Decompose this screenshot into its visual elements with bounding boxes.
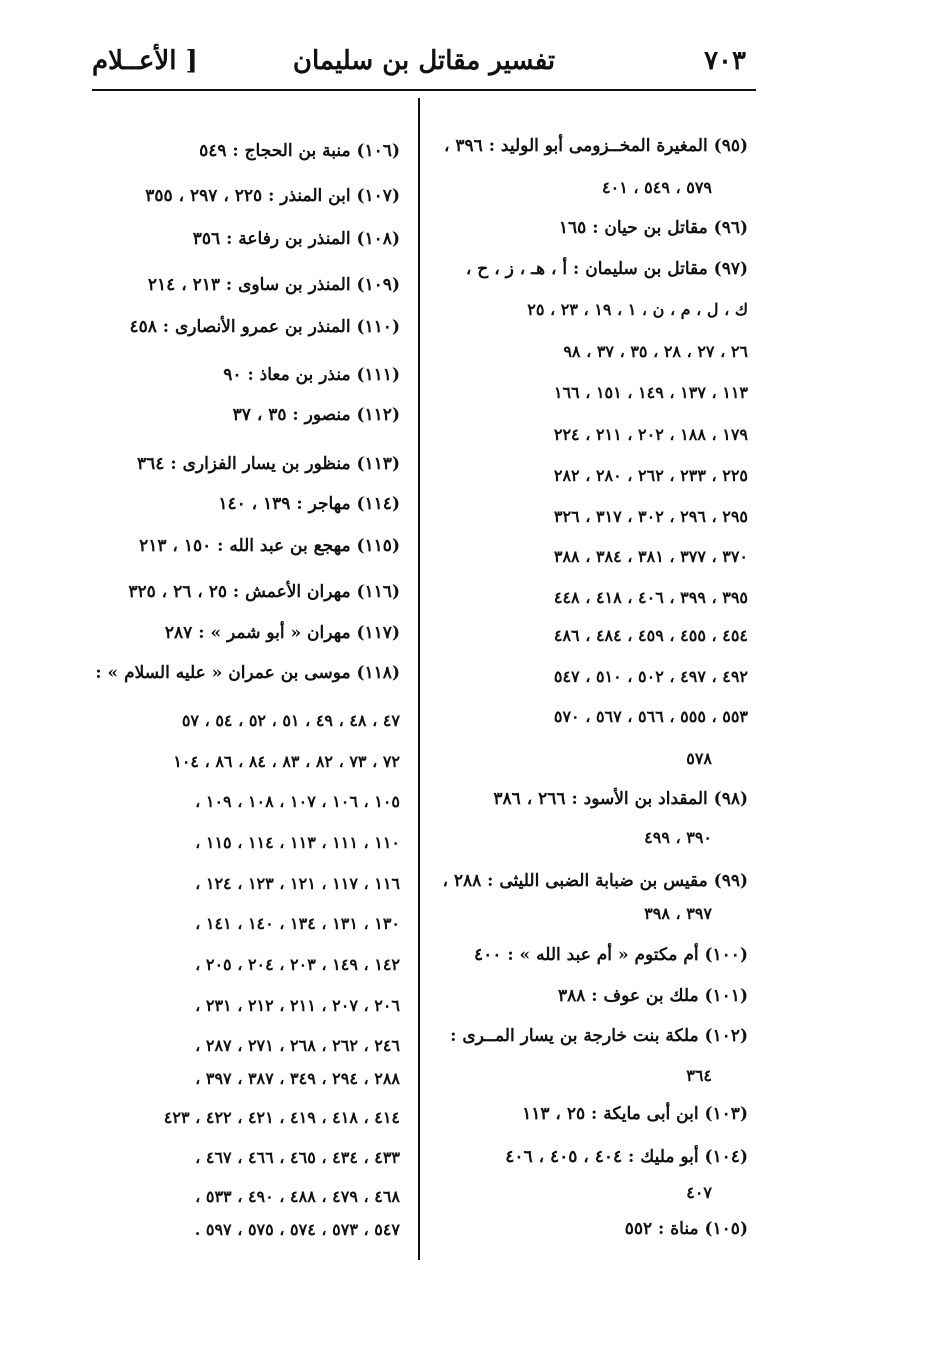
index-entry: (١٠٨) المنذر بن رفاعة : ٣٥٦: [192, 229, 400, 249]
index-continuation: ١٤٢ ، ١٤٩ ، ٢٠٣ ، ٢٠٤ ، ٢٠٥ ،: [195, 955, 400, 974]
index-continuation: ٥٤٧ ، ٥٧٣ ، ٥٧٤ ، ٥٧٥ ، ٥٩٧ .: [194, 1220, 400, 1239]
index-entry: (١١٣) منظور بن يسار الفزارى : ٣٦٤: [137, 454, 400, 474]
index-continuation: ٥٧٨: [686, 749, 712, 768]
index-continuation: ٣٩٥ ، ٣٩٩ ، ٤٠٦ ، ٤١٨ ، ٤٤٨: [553, 588, 748, 607]
index-continuation: ١١٠ ، ١١١ ، ١١٣ ، ١١٤ ، ١١٥ ،: [195, 833, 400, 852]
index-continuation: ١٧٩ ، ١٨٨ ، ٢٠٢ ، ٢١١ ، ٢٢٤: [553, 425, 748, 444]
column-divider: [418, 98, 420, 1260]
index-entry: (١٠٣) ابن أبى مايكة : ٢٥ ، ١١٣: [522, 1104, 748, 1124]
index-continuation: ١١٣ ، ١٣٧ ، ١٤٩ ، ١٥١ ، ١٦٦: [553, 383, 748, 402]
index-entry: (١٠٢) ملكة بنت خارجة بن يسار المــرى :: [450, 1026, 748, 1046]
index-continuation: ١٠٥ ، ١٠٦ ، ١٠٧ ، ١٠٨ ، ١٠٩ ،: [195, 792, 400, 811]
page-header: [92, 40, 756, 90]
index-entry: (٩٨) المقداد بن الأسود : ٢٦٦ ، ٣٨٦: [493, 789, 748, 809]
index-continuation: ٣٩٠ ، ٤٩٩: [644, 828, 712, 847]
index-entry: (١٠٥) مناة : ٥٥٢: [624, 1219, 748, 1239]
index-continuation: ٥٥٣ ، ٥٥٥ ، ٥٦٦ ، ٥٦٧ ، ٥٧٠: [553, 707, 748, 726]
index-continuation: ٥٧٩ ، ٥٤٩ ، ٤٠١: [602, 178, 712, 197]
index-continuation: ٢٩٥ ، ٢٩٦ ، ٣٠٢ ، ٣١٧ ، ٣٢٦: [553, 507, 748, 526]
index-entry: (١٠٧) ابن المنذر : ٢٢٥ ، ٢٩٧ ، ٣٥٥: [145, 186, 400, 206]
index-entry: (١١٦) مهران الأعمش : ٢٥ ، ٢٦ ، ٣٢٥: [128, 582, 400, 602]
index-continuation: ٤٩٢ ، ٤٩٧ ، ٥٠٢ ، ٥١٠ ، ٥٤٧: [553, 667, 748, 686]
index-entry: (١١٤) مهاجر : ١٣٩ ، ١٤٠: [218, 494, 400, 514]
index-entry: (١٠١) ملك بن عوف : ٣٨٨: [557, 986, 748, 1006]
index-continuation: ٢٢٥ ، ٢٣٣ ، ٢٦٢ ، ٢٨٠ ، ٢٨٢: [553, 466, 748, 485]
index-continuation: ٤٣٣ ، ٤٣٤ ، ٤٦٥ ، ٤٦٦ ، ٤٦٧ ،: [195, 1148, 400, 1167]
index-continuation: ٧٢ ، ٧٣ ، ٨٢ ، ٨٣ ، ٨٤ ، ٨٦ ، ١٠٤: [173, 752, 400, 771]
index-continuation: ٢٨٨ ، ٢٩٤ ، ٣٤٩ ، ٣٨٧ ، ٣٩٧ ،: [195, 1069, 400, 1088]
header-rule: [92, 89, 756, 91]
index-continuation: ٤٧ ، ٤٨ ، ٤٩ ، ٥١ ، ٥٢ ، ٥٤ ، ٥٧: [181, 711, 400, 730]
index-continuation: ٤٦٨ ، ٤٧٩ ، ٤٨٨ ، ٤٩٠ ، ٥٣٣ ،: [195, 1187, 400, 1206]
index-entry: (١٠٦) منبة بن الحجاج : ٥٤٩: [199, 141, 400, 161]
index-continuation: ١١٦ ، ١١٧ ، ١٢١ ، ١٢٣ ، ١٢٤ ،: [195, 874, 400, 893]
index-continuation: ٤١٤ ، ٤١٨ ، ٤١٩ ، ٤٢١ ، ٤٢٢ ، ٤٢٣: [163, 1108, 400, 1127]
index-continuation: ٢٠٦ ، ٢٠٧ ، ٢١١ ، ٢١٢ ، ٢٣١ ،: [195, 996, 400, 1015]
index-entry: (٩٦) مقاتل بن حيان : ١٦٥: [558, 218, 748, 238]
index-continuation: ٣٧٠ ، ٣٧٧ ، ٣٨١ ، ٣٨٤ ، ٣٨٨: [553, 547, 748, 566]
book-title: تفسير مقاتل بن سليمان: [292, 46, 556, 76]
index-entry: (١١٧) مهران « أبو شمر » : ٢٨٧: [164, 623, 400, 643]
index-entry: (١٠٩) المنذر بن ساوى : ٢١٣ ، ٢١٤: [147, 275, 400, 295]
index-entry: (١١٢) منصور : ٣٥ ، ٣٧: [232, 405, 400, 425]
index-entry: (١١٠) المنذر بن عمرو الأنصارى : ٤٥٨: [129, 317, 400, 337]
index-entry: (٩٩) مقيس بن ضبابة الضبى الليثى : ٢٨٨ ،: [442, 871, 748, 891]
index-continuation: ٤٠٧: [686, 1183, 712, 1202]
index-entry: (٩٧) مقاتل بن سليمان : أ ، هـ ، ز ، ح ،: [465, 259, 748, 279]
page-number: ٧٠٣: [704, 46, 746, 76]
index-entry: (٩٥) المغيرة المخــزومى أبو الوليد : ٣٩٦ ،: [444, 136, 748, 156]
index-continuation: ٢٤٦ ، ٢٦٢ ، ٢٦٨ ، ٢٧١ ، ٢٨٧ ،: [195, 1036, 400, 1055]
index-continuation: ١٣٠ ، ١٣١ ، ١٣٤ ، ١٤٠ ، ١٤١ ،: [195, 914, 400, 933]
index-entry: (١١١) منذر بن معاذ : ٩٠: [223, 365, 400, 385]
index-entry: (١٠٤) أبو مليك : ٤٠٤ ، ٤٠٥ ، ٤٠٦: [505, 1147, 748, 1167]
index-continuation: ك ، ل ، م ، ن ، ١ ، ١٩ ، ٢٣ ، ٢٥: [527, 300, 748, 319]
index-continuation: ٤٥٤ ، ٤٥٥ ، ٤٥٩ ، ٤٨٤ ، ٤٨٦: [553, 626, 748, 645]
index-entry: (١١٨) موسى بن عمران « عليه السلام » :: [95, 663, 400, 683]
index-entry: (١٠٠) أم مكتوم « أم عبد الله » : ٤٠٠: [474, 945, 748, 965]
index-continuation: ٣٩٧ ، ٣٩٨: [644, 904, 712, 923]
section-title: [ الأعــلام: [92, 46, 198, 76]
index-continuation: ٣٦٤: [686, 1066, 712, 1085]
index-entry: (١١٥) مهجع بن عبد الله : ١٥٠ ، ٢١٣: [139, 536, 400, 556]
index-continuation: ٢٦ ، ٢٧ ، ٢٨ ، ٣٥ ، ٣٧ ، ٩٨: [563, 342, 748, 361]
